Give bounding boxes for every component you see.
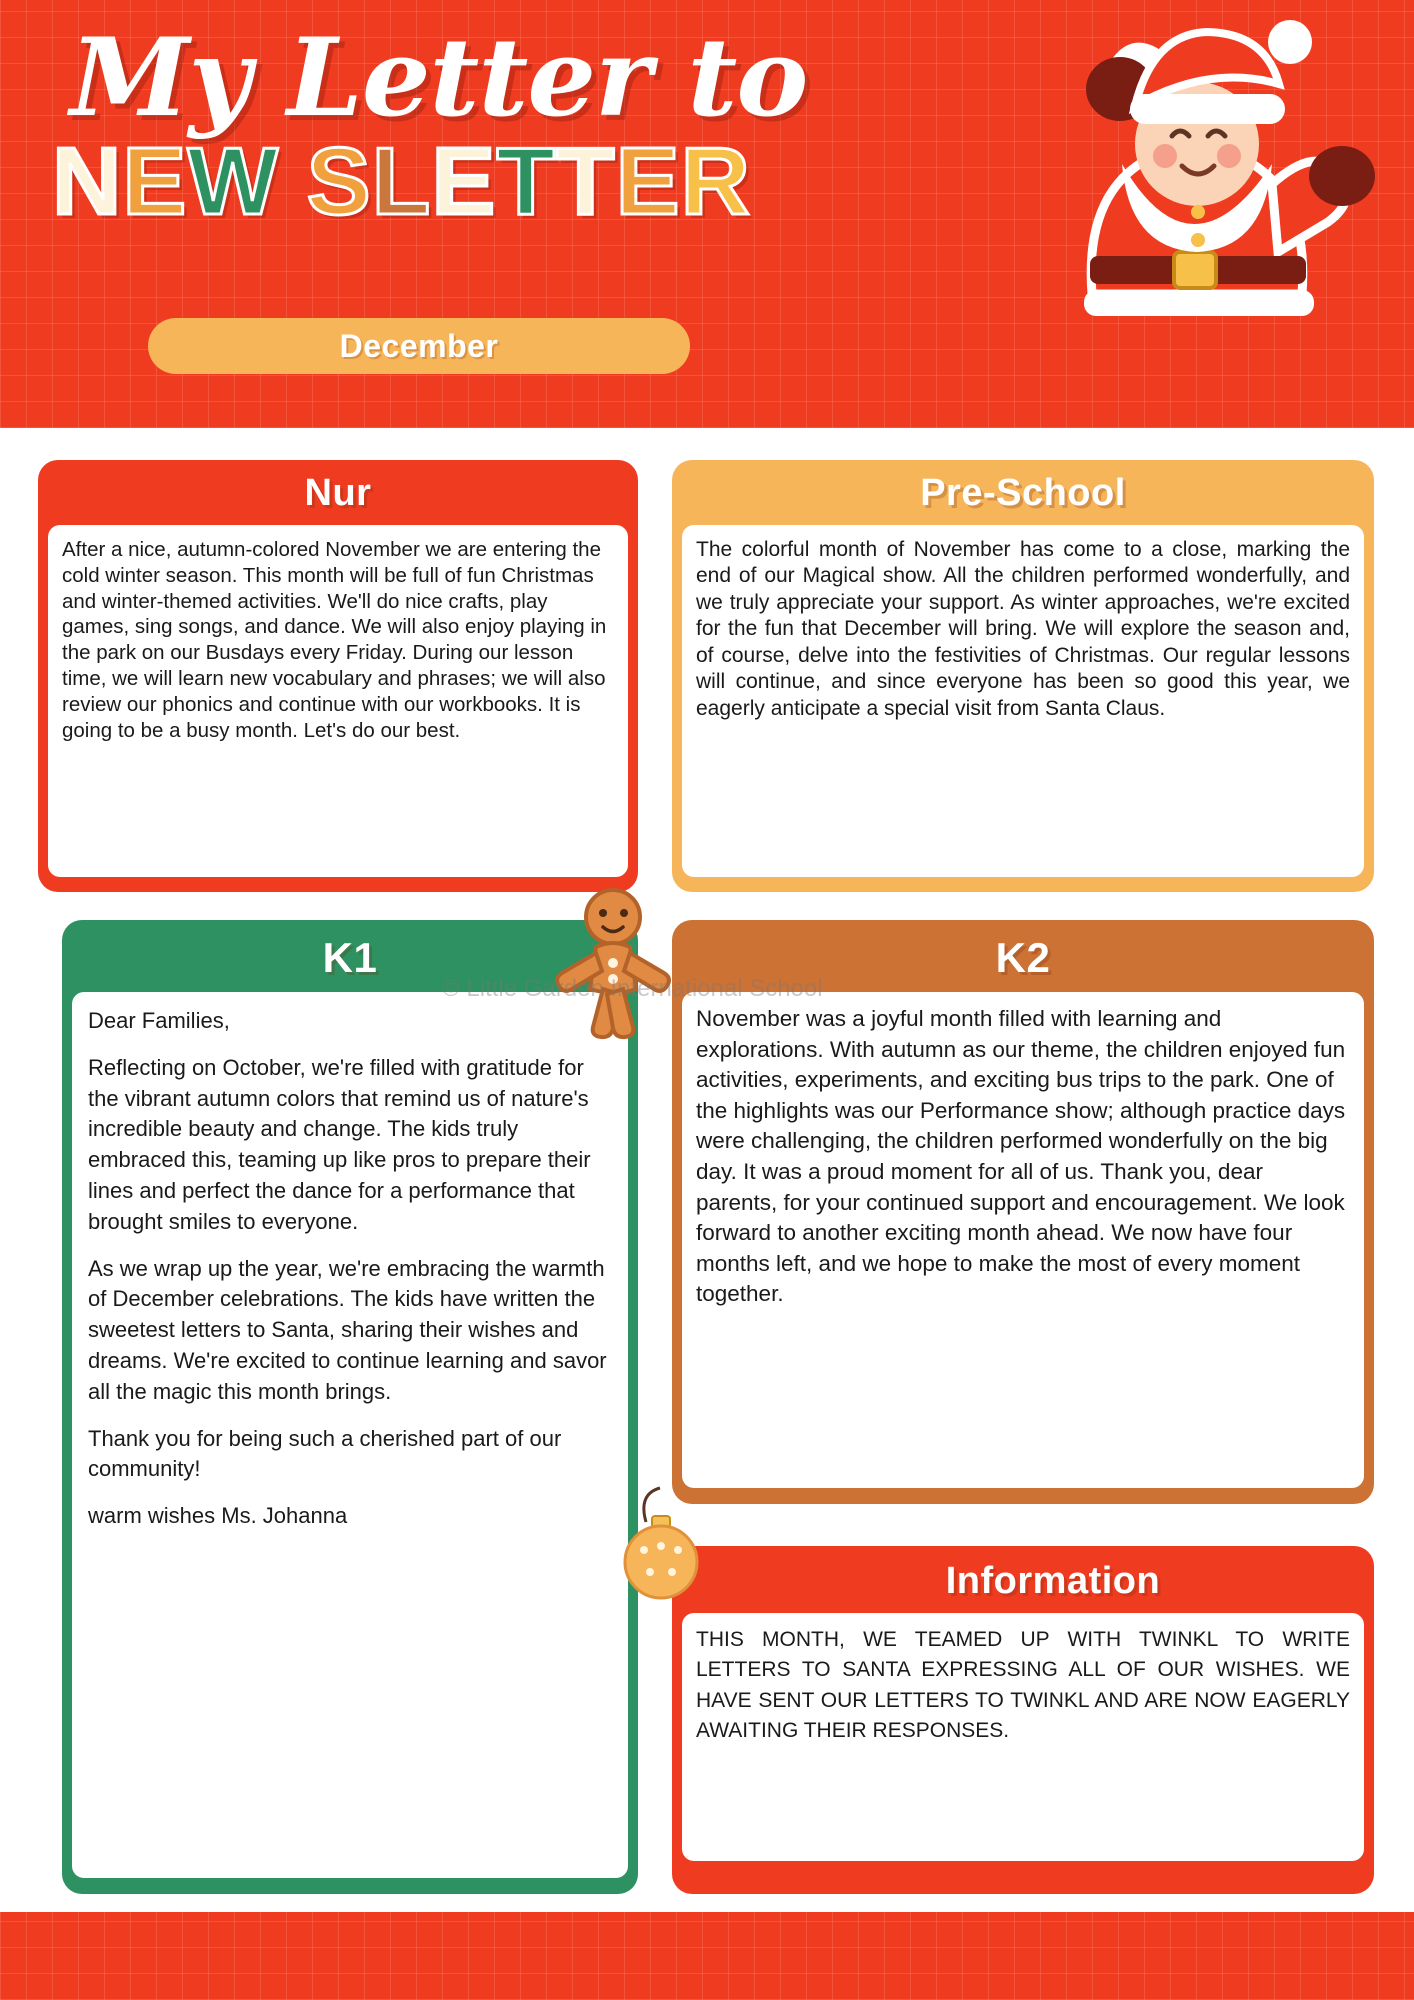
title-letter — [279, 128, 307, 235]
title-newsletter — [52, 128, 952, 235]
card-information-body — [682, 1613, 1364, 1861]
paragraph: After a nice, autumn-colored November we are entering the cold winter season. This month will be full of fun Christmas and winter-themed activities. We'll do nice crafts, play games, sing songs, and dance. We will also enjoy playing in the park on our Busdays every Friday. During our lesson time, we will learn new vocabulary and phrases; we will also review our phonics and continue with our workbooks. It is going to be a busy month. Let's do our best. — [62, 538, 607, 742]
card-k1-title: K1 — [322, 934, 378, 981]
card-nur — [38, 460, 638, 892]
paragraph: Thank you for being such a cherished part of our community! — [88, 1425, 562, 1482]
paragraph: Reflecting on October, we're filled with gratitude for the vibrant autumn colors that remind us of nature's incredible beauty and change. The kids truly embraced this, teaming up like pros to prepare their lines and perfect the dance for a performance that brought smiles to everyone. — [88, 1054, 591, 1234]
card-nur-title: Nur — [304, 472, 372, 514]
title-letter: E — [431, 128, 497, 235]
title-letter: E — [615, 128, 681, 235]
paragraph: November was a joyful month filled with learning and explorations. With autumn as our theme, the children enjoyed fun activities, experiments, and exciting bus trips to the park. One of the highlights was our Performance show; although practice days were challenging, the children performed wonderfully on the big day. It was a proud moment for all of us. Thank you, dear parents, for your continued support and encouragement. We look forward to another exciting month ahead. We now have four months left, and we hope to make the most of every moment together. — [696, 1006, 1346, 1307]
title-letter: W — [187, 128, 279, 235]
card-k2-title: K2 — [995, 934, 1051, 981]
paragraph: The colorful month of November has come to a close, marking the end of our Magical show. All the children performed wonderfully, and we truly appreciate your support. As winter approaches, we're excited for the fun that December will bring. We will explore the season and, of course, delve into the festivities of Christmas. Our regular lessons will continue, and since everyone has been so good this year, we eagerly anticipate a special visit from Santa Claus. — [696, 538, 1350, 720]
header-title-group — [52, 15, 952, 235]
title-letter: S — [306, 128, 372, 235]
title-letter: L — [371, 128, 432, 235]
month-label: December — [339, 327, 499, 364]
paragraph: warm wishes Ms. Johanna — [88, 1503, 348, 1529]
card-preschool — [672, 460, 1374, 892]
newsletter-footer — [0, 1912, 1414, 2000]
title-letter: T — [555, 128, 616, 235]
title-script: My Letter to — [70, 15, 808, 141]
title-letter: E — [122, 128, 188, 235]
card-k1 — [62, 920, 638, 1894]
christmas-ornament-icon — [600, 1480, 720, 1610]
month-badge — [148, 318, 690, 374]
paragraph: Dear Families, — [88, 1008, 230, 1033]
title-letter: R — [680, 128, 751, 235]
santa-claus-icon — [972, 0, 1392, 414]
paragraph: As we wrap up the year, we're embracing the warmth of December celebrations. The kids have written the sweetest letters to Santa, sharing their wishes and dreams. We're excited to continue learning and savor all the magic this month brings. — [88, 1255, 607, 1404]
card-preschool-body — [682, 525, 1364, 877]
title-letter: T — [496, 128, 556, 235]
card-preschool-title: Pre-School — [920, 472, 1126, 514]
title-letter: N — [52, 128, 123, 235]
newsletter-header — [0, 0, 1414, 428]
card-k2-body — [682, 992, 1364, 1488]
card-information — [672, 1546, 1374, 1894]
card-k1-body — [72, 992, 628, 1878]
card-nur-body — [48, 525, 628, 877]
watermark: © Little Garden International School — [442, 975, 823, 1002]
paragraph: THIS MONTH, WE TEAMED UP WITH TWINKL TO WRITE LETTERS TO SANTA EXPRESSING ALL OF OUR WISHES. WE HAVE SENT OUR LETTERS TO TWINKL AND ARE NOW EAGERLY AWAITING THEIR RESPONSES. — [696, 1628, 1350, 1743]
gingerbread-man-icon — [548, 885, 678, 1045]
card-k2 — [672, 920, 1374, 1504]
card-information-title: Information — [945, 1560, 1161, 1602]
